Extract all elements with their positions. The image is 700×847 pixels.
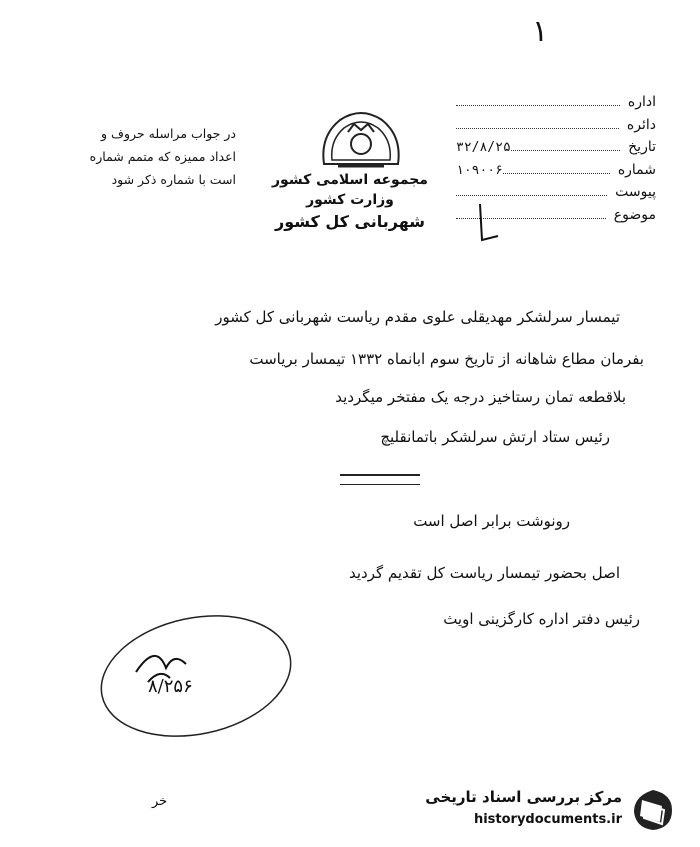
- ministry-line: وزارت کشور: [306, 192, 394, 208]
- body-line-office-head: رئیس دفتر اداره کارگزینی اویث: [443, 610, 640, 628]
- field-label: شماره: [617, 161, 656, 178]
- emblem-icon: [318, 106, 404, 176]
- field-number-value: ۱۰۹۰۰۶: [456, 162, 503, 178]
- separator-line: [340, 484, 420, 485]
- body-line-medal: بلاقطعه تمان رستاخیز درجه یک مفتخر میگردید: [335, 388, 626, 406]
- body-line-decree: بفرمان مطاع شاهانه از تاریخ سوم ابانماه ۱۳۳۲ تیمسار بریاست: [249, 350, 644, 368]
- field-label: اداره: [627, 94, 656, 110]
- note-line: اعداد ممیزه که متمم شماره: [89, 149, 236, 164]
- ministry-heading: [250, 172, 450, 231]
- corner-mark: ۱: [532, 14, 549, 49]
- note-line: در جواب مراسله حروف و: [101, 126, 236, 141]
- field-label: پیوست: [615, 184, 656, 200]
- separator-line: [340, 474, 420, 476]
- field-department: [456, 117, 656, 140]
- signature-oval-icon: [96, 612, 296, 740]
- field-dots: [511, 149, 620, 151]
- handwritten-tick-icon: [470, 200, 500, 248]
- signature-number: ۸/۲۵۶: [148, 676, 193, 697]
- field-label: موضوع: [613, 206, 656, 223]
- body-line-recipient: تیمسار سرلشکر مهدیقلی علوی مقدم ریاست شهربانی کل کشور: [215, 308, 620, 326]
- book-pages-icon: [630, 786, 676, 834]
- field-date-value: ۳۲/۸/۲۵: [456, 140, 511, 155]
- watermark-title: مرکز بررسی اسناد تاریخی: [425, 788, 622, 806]
- field-dots: [503, 172, 610, 174]
- body-line-true-copy: رونوشت برابر اصل است: [413, 512, 570, 530]
- field-dots: [456, 104, 620, 106]
- ministry-line: مجموعه اسلامی کشور: [272, 172, 428, 188]
- field-office: [456, 94, 656, 117]
- watermark: [420, 782, 680, 838]
- reply-note: [36, 122, 236, 191]
- body-line-original-submitted: اصل بحضور تیمسار ریاست کل تقدیم گردید: [348, 564, 620, 582]
- field-number: [456, 162, 656, 185]
- body-line-chief-of-staff: رئیس ستاد ارتش سرلشکر باتمانقلیچ: [380, 428, 610, 446]
- field-dots: [456, 194, 607, 196]
- field-label: دائره: [626, 116, 656, 133]
- ministry-line: شهربانی کل کشور: [274, 212, 425, 231]
- footer-mark: خر: [152, 794, 168, 809]
- note-line: است با شماره ذکر شود: [111, 172, 236, 187]
- watermark-url: historydocuments.ir: [473, 812, 622, 827]
- field-dots: [456, 127, 619, 129]
- field-label: تاریخ: [628, 139, 656, 155]
- field-date: [456, 139, 656, 162]
